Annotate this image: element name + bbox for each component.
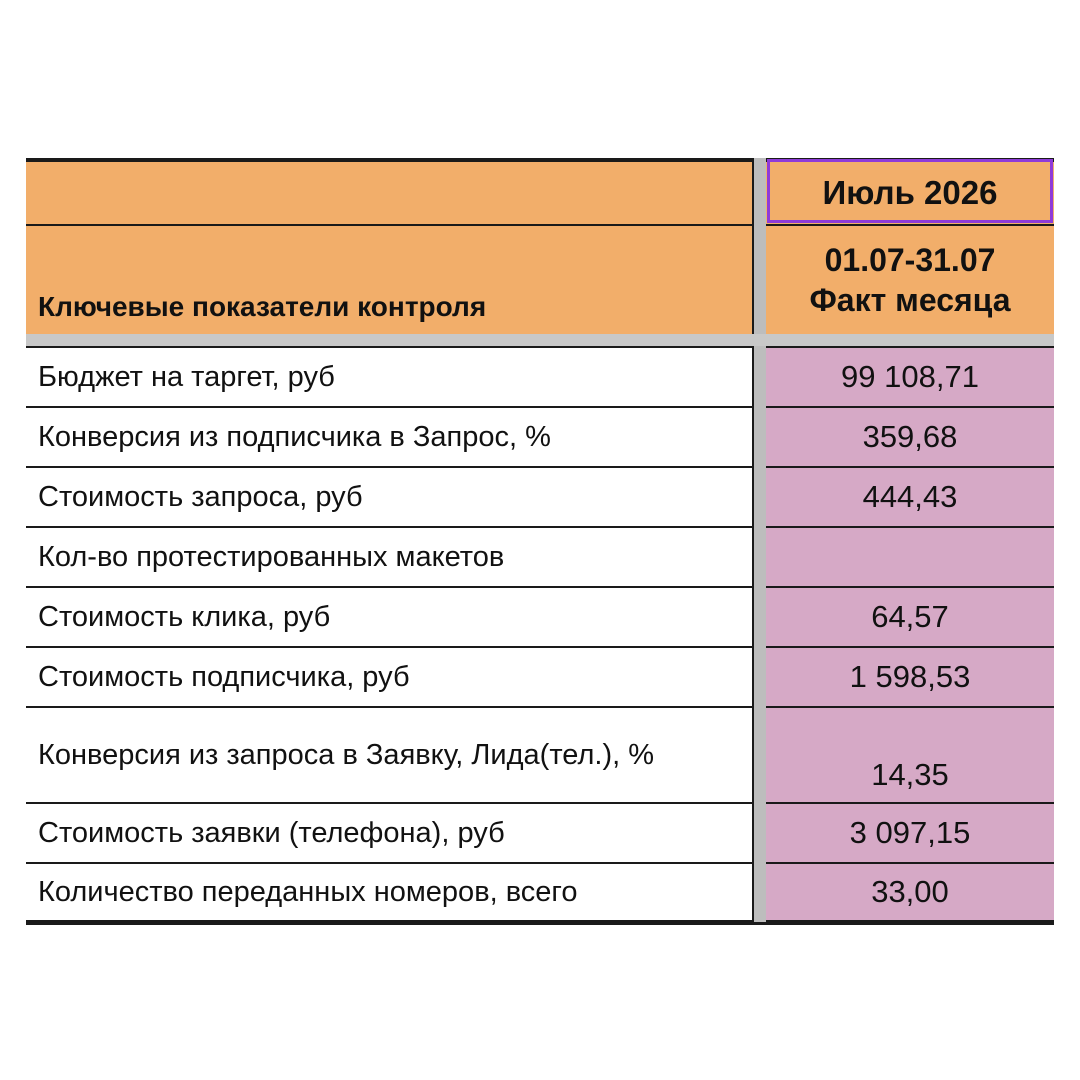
- month-header-cell[interactable]: Июль 2026: [766, 158, 1054, 224]
- frozen-column-divider: [754, 586, 766, 646]
- row-value-cell[interactable]: 99 108,71: [766, 346, 1054, 406]
- row-label-cell[interactable]: Конверсия из подписчика в Запрос, %: [26, 406, 754, 466]
- table-row: [26, 406, 1054, 466]
- fact-label: Факт месяца: [809, 282, 1011, 318]
- row-label-cell[interactable]: Стоимость запроса, руб: [26, 466, 754, 526]
- period-header-cell[interactable]: [766, 224, 1054, 334]
- table-row: [26, 346, 1054, 406]
- table-row: [26, 646, 1054, 706]
- row-value-cell[interactable]: 1 598,53: [766, 646, 1054, 706]
- frozen-column-divider: [754, 646, 766, 706]
- row-label-cell[interactable]: Кол-во протестированных макетов: [26, 526, 754, 586]
- frozen-column-divider: [754, 802, 766, 862]
- table-row: [26, 706, 1054, 802]
- table-row: [26, 802, 1054, 862]
- row-label-cell[interactable]: Количество переданных номеров, всего: [26, 862, 754, 922]
- frozen-row-divider[interactable]: [26, 334, 1054, 346]
- frozen-column-divider: [754, 346, 766, 406]
- spreadsheet-table: [26, 158, 1054, 925]
- header-row-month: [26, 158, 1054, 224]
- row-value-cell[interactable]: 359,68: [766, 406, 1054, 466]
- row-label-cell[interactable]: Конверсия из запроса в Заявку, Лида(тел.), %: [26, 706, 754, 802]
- frozen-column-divider: [754, 466, 766, 526]
- frozen-column-divider: [754, 862, 766, 922]
- period-range: 01.07-31.07: [824, 242, 996, 278]
- table-row: [26, 586, 1054, 646]
- row-label-cell[interactable]: Стоимость заявки (телефона), руб: [26, 802, 754, 862]
- row-label-cell[interactable]: Стоимость подписчика, руб: [26, 646, 754, 706]
- row-label-cell[interactable]: Бюджет на таргет, руб: [26, 346, 754, 406]
- row-label-cell[interactable]: Стоимость клика, руб: [26, 586, 754, 646]
- frozen-column-divider[interactable]: [754, 224, 766, 334]
- frozen-column-divider: [754, 706, 766, 802]
- row-value-cell[interactable]: 64,57: [766, 586, 1054, 646]
- frozen-column-divider: [754, 526, 766, 586]
- frozen-column-divider: [754, 406, 766, 466]
- header-empty-cell[interactable]: [26, 158, 754, 224]
- kpi-header-cell[interactable]: Ключевые показатели контроля: [26, 224, 754, 334]
- row-value-cell[interactable]: 33,00: [766, 862, 1054, 922]
- table-row: [26, 862, 1054, 925]
- table-row: [26, 526, 1054, 586]
- frozen-column-divider[interactable]: [754, 158, 766, 224]
- row-value-cell[interactable]: [766, 526, 1054, 586]
- table-row: [26, 466, 1054, 526]
- row-value-cell[interactable]: 444,43: [766, 466, 1054, 526]
- header-row-period: [26, 224, 1054, 334]
- row-value-cell[interactable]: 14,35: [766, 706, 1054, 802]
- row-value-cell[interactable]: 3 097,15: [766, 802, 1054, 862]
